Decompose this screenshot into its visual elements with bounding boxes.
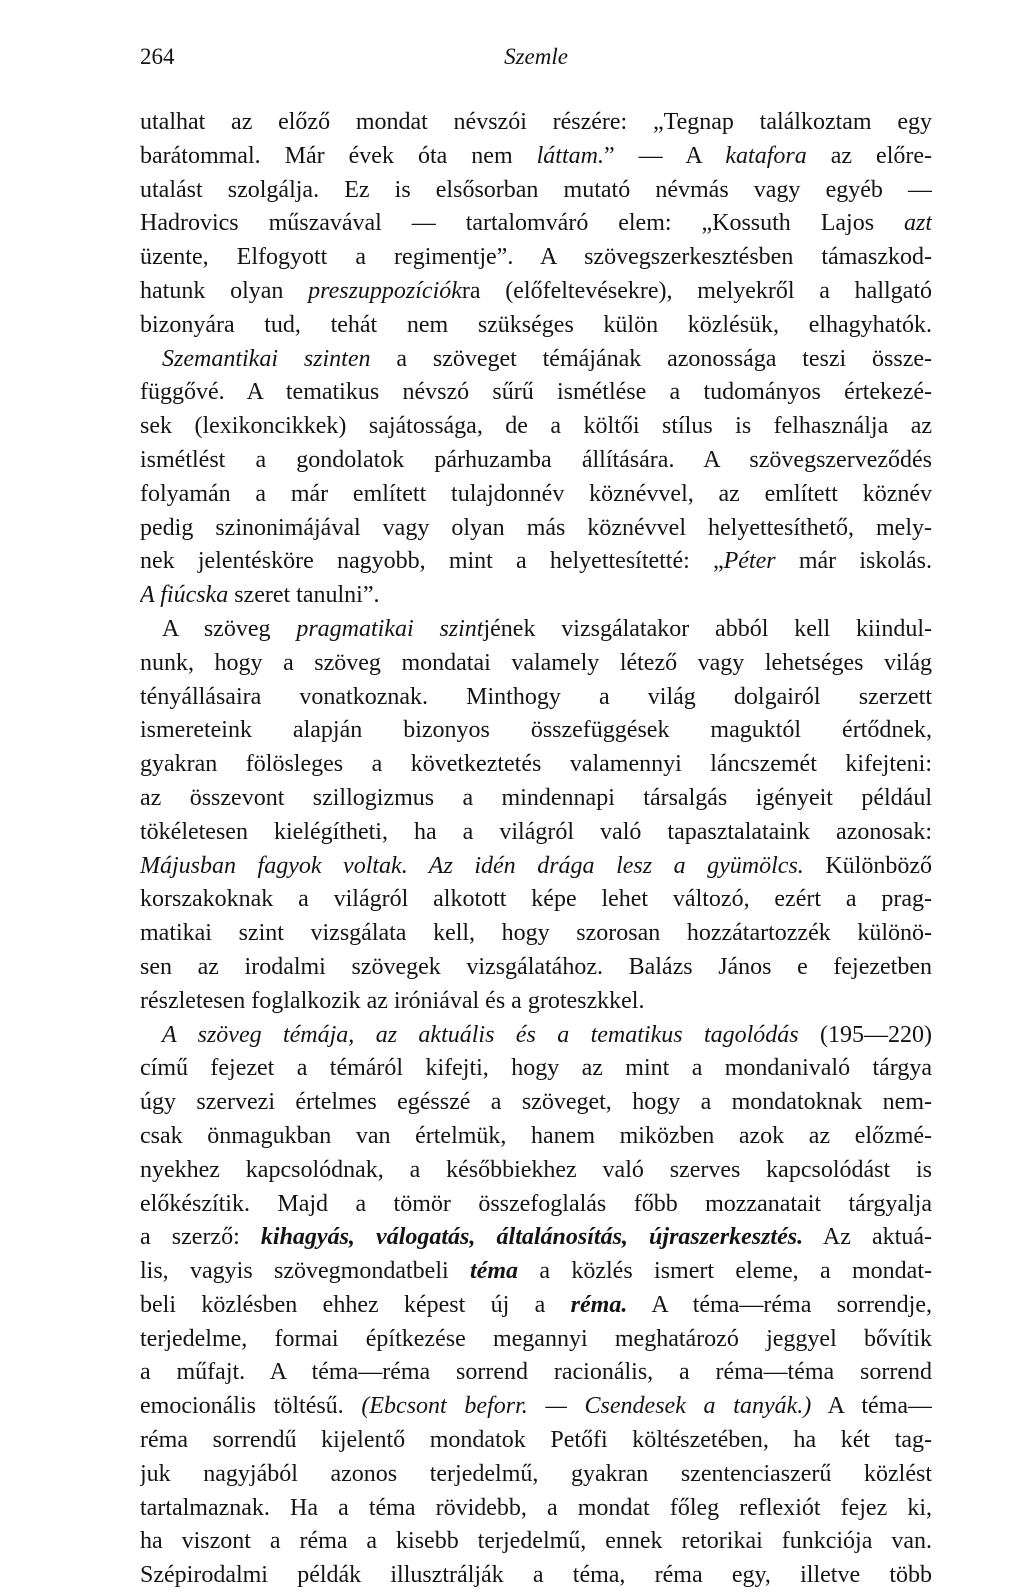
text-run: csak önmagukban van értelmük, hanem miközben azok az előzmé- (140, 1122, 932, 1149)
text-line (140, 1289, 932, 1323)
text-run: a közlés ismert eleme, a mondat- (518, 1258, 932, 1285)
text-line (140, 1559, 932, 1593)
text-line (140, 748, 932, 782)
text-line (140, 376, 932, 410)
page-number: 264 (140, 44, 175, 69)
text-run: ismétlést a gondolatok párhuzamba állítására. A szövegszerveződés (140, 446, 932, 473)
text-run: korszakoknak a világról alkotott képe lehet változó, ezért a prag- (140, 886, 932, 913)
text-run: az összevont szillogizmus a mindennapi társalgás igényeit például (140, 784, 932, 811)
text-run: utalást szolgálja. Ez is elsősorban mutató névmás vagy egyéb — (140, 176, 932, 203)
text-run: A szöveg (162, 615, 297, 642)
text-line (140, 681, 932, 715)
text-run: (195—220) (798, 1021, 932, 1048)
text-run: terjedelme, formai építkezése megannyi meghatározó jeggyel bővítik (140, 1325, 932, 1352)
text-line (140, 1188, 932, 1222)
text-run: lis, vagyis szövegmondatbeli (140, 1258, 471, 1285)
text-line (140, 1255, 932, 1289)
text-run: hatunk olyan (140, 277, 309, 304)
emphasized-text-run: pragmatikai szint (296, 615, 484, 642)
text-run: a szöveget témájának azonossága teszi össze- (370, 345, 932, 372)
text-run: ” — A (603, 142, 726, 169)
text-run: gyakran fölösleges a következtetés valamennyi láncszemét kifejteni: (140, 751, 932, 778)
text-line (140, 816, 932, 850)
emphasized-text-run: preszuppozíciók (308, 277, 462, 304)
emphasized-text-run: láttam. (536, 142, 604, 169)
text-run: üzente, Elfogyott a regimentje”. A szövegszerkesztésben támaszkod- (140, 244, 932, 271)
text-line (140, 174, 932, 208)
text-line (140, 1154, 932, 1188)
text-line (140, 1052, 932, 1086)
running-title: Szemle (504, 44, 568, 69)
text-run: nunk, hogy a szöveg mondatai valamely létező vagy lehetséges világ (140, 649, 932, 676)
text-line (140, 106, 932, 140)
text-line (140, 545, 932, 579)
text-line (140, 1458, 932, 1492)
text-run: barátommal. Már évek óta nem (140, 142, 537, 169)
page-header (140, 44, 932, 84)
text-line (140, 343, 932, 377)
text-line (140, 850, 932, 884)
emphasized-text-run: A fiúcska (140, 582, 229, 609)
emphasized-text-run: A szöveg témája, az aktuális és a tematikus tagolódás (162, 1021, 799, 1048)
text-run: emocionális töltésű. (140, 1393, 362, 1420)
text-line (140, 444, 932, 478)
text-run: beli közlésben ehhez képest új a (140, 1291, 571, 1318)
text-line (140, 883, 932, 917)
text-line (140, 1221, 932, 1255)
text-run: úgy szervezi értelmes egésszé a szöveget, hogy a mondatoknak nem- (140, 1089, 932, 1116)
text-run: tartalmaznak. Ha a téma rövidebb, a mondat főleg reflexiót fejez ki, (140, 1494, 932, 1521)
emphasized-text-run: Májusban fagyok voltak. Az idén drága lesz a gyümölcs. (140, 852, 804, 879)
text-run: már iskolás. (775, 548, 932, 575)
text-run: tökéletesen kielégítheti, ha a világról való tapasztalataink azonosak: (140, 818, 932, 845)
text-line (140, 410, 932, 444)
text-line (140, 1120, 932, 1154)
text-run: bizonyára tud, tehát nem szükséges külön közlésük, elhagyhatók. (140, 311, 932, 338)
text-run: Szépirodalmi példák illusztrálják a téma, réma egy, illetve több (140, 1562, 932, 1589)
emphasized-text-run: katafora (725, 142, 807, 169)
text-line (140, 579, 932, 613)
body-text (140, 106, 932, 1593)
text-line (140, 1323, 932, 1357)
text-run: tényállásaira vonatkoznak. Minthogy a világ dolgairól szerzett (140, 683, 932, 710)
text-line (140, 951, 932, 985)
text-run: folyamán a már említett tulajdonnév köznévvel, az említett köznév (140, 480, 932, 507)
text-run: réma sorrendű kijelentő mondatok Petőfi költészetében, ha két tag- (140, 1427, 932, 1454)
text-line (140, 1356, 932, 1390)
text-run: sen az irodalmi szövegek vizsgálatához. Balázs János e fejezetben (140, 953, 932, 980)
text-run: előkészítik. Majd a tömör összefoglalás főbb mozzanatait tárgyalja (140, 1190, 932, 1217)
text-run: a műfajt. A téma—réma sorrend racionális, a réma—téma sorrend (140, 1359, 932, 1386)
text-line (140, 207, 932, 241)
text-run: ha viszont a réma a kisebb terjedelmű, ennek retorikai funkciója van. (140, 1528, 932, 1555)
text-line (140, 241, 932, 275)
text-line (140, 478, 932, 512)
text-run: jének vizsgálatakor abból kell kiindul- (483, 615, 932, 642)
emphasized-text-run: kihagyás, válogatás, általánosítás, újraszerkesztés. (260, 1224, 804, 1251)
text-run: A téma—réma sorrendje, (627, 1291, 932, 1318)
emphasized-text-run: Péter (723, 548, 776, 575)
text-run: Hadrovics műszavával — tartalomváró elem: „Kossuth Lajos (140, 210, 904, 237)
text-run: sek (lexikoncikkek) sajátossága, de a költői stílus is felhasználja az (140, 413, 932, 440)
text-run: a szerző: (140, 1224, 261, 1251)
text-line (140, 782, 932, 816)
text-line (140, 647, 932, 681)
emphasized-text-run: azt (903, 210, 932, 237)
text-run: nyekhez kapcsolódnak, a későbbiekhez való szerves kapcsolódást is (140, 1156, 932, 1183)
emphasized-text-run: réma. (570, 1291, 628, 1318)
text-line (140, 1492, 932, 1526)
text-run: az előre- (806, 142, 932, 169)
text-line (140, 1424, 932, 1458)
text-line (140, 140, 932, 174)
text-run: függővé. A tematikus névszó sűrű ismétlése a tudományos értekezé- (140, 379, 932, 406)
text-line (140, 1086, 932, 1120)
text-line (140, 714, 932, 748)
text-run: ismereteink alapján bizonyos összefüggések maguktól értődnek, (140, 717, 932, 744)
text-run: juk nagyjából azonos terjedelmű, gyakran szentenciaszerű közlést (140, 1460, 932, 1487)
text-run: nek jelentésköre nagyobb, mint a helyettesítetté: „ (140, 548, 724, 575)
text-run: Különböző (803, 852, 932, 879)
text-line (140, 309, 932, 343)
emphasized-text-run: Szemantikai szinten (162, 345, 371, 372)
text-run: matikai szint vizsgálata kell, hogy szorosan hozzátartozzék különö- (140, 920, 932, 947)
text-run: A téma— (811, 1393, 932, 1420)
text-line (140, 512, 932, 546)
text-line (140, 1390, 932, 1424)
text-run: pedig szinonimájával vagy olyan más köznévvel helyettesíthető, mely- (140, 514, 932, 541)
emphasized-text-run: (Ebcsont beforr. — Csendesek a tanyák.) (361, 1393, 812, 1420)
text-line (140, 613, 932, 647)
text-run: részletesen foglalkozik az iróniával és a groteszkkel. (140, 987, 645, 1014)
text-line (140, 1525, 932, 1559)
text-run: utalhat az előző mondat névszói részére: „Tegnap találkoztam egy (140, 109, 932, 135)
text-run: szeret tanulni”. (228, 582, 380, 609)
text-line (140, 917, 932, 951)
text-run: ra (előfeltevésekre), melyekről a hallgató (461, 277, 932, 304)
text-line (140, 985, 932, 1019)
emphasized-text-run: téma (470, 1258, 519, 1285)
text-run: Az aktuá- (803, 1224, 932, 1251)
text-line (140, 1019, 932, 1053)
text-line (140, 275, 932, 309)
text-run: című fejezet a témáról kifejti, hogy az mint a mondanivaló tárgya (140, 1055, 932, 1082)
